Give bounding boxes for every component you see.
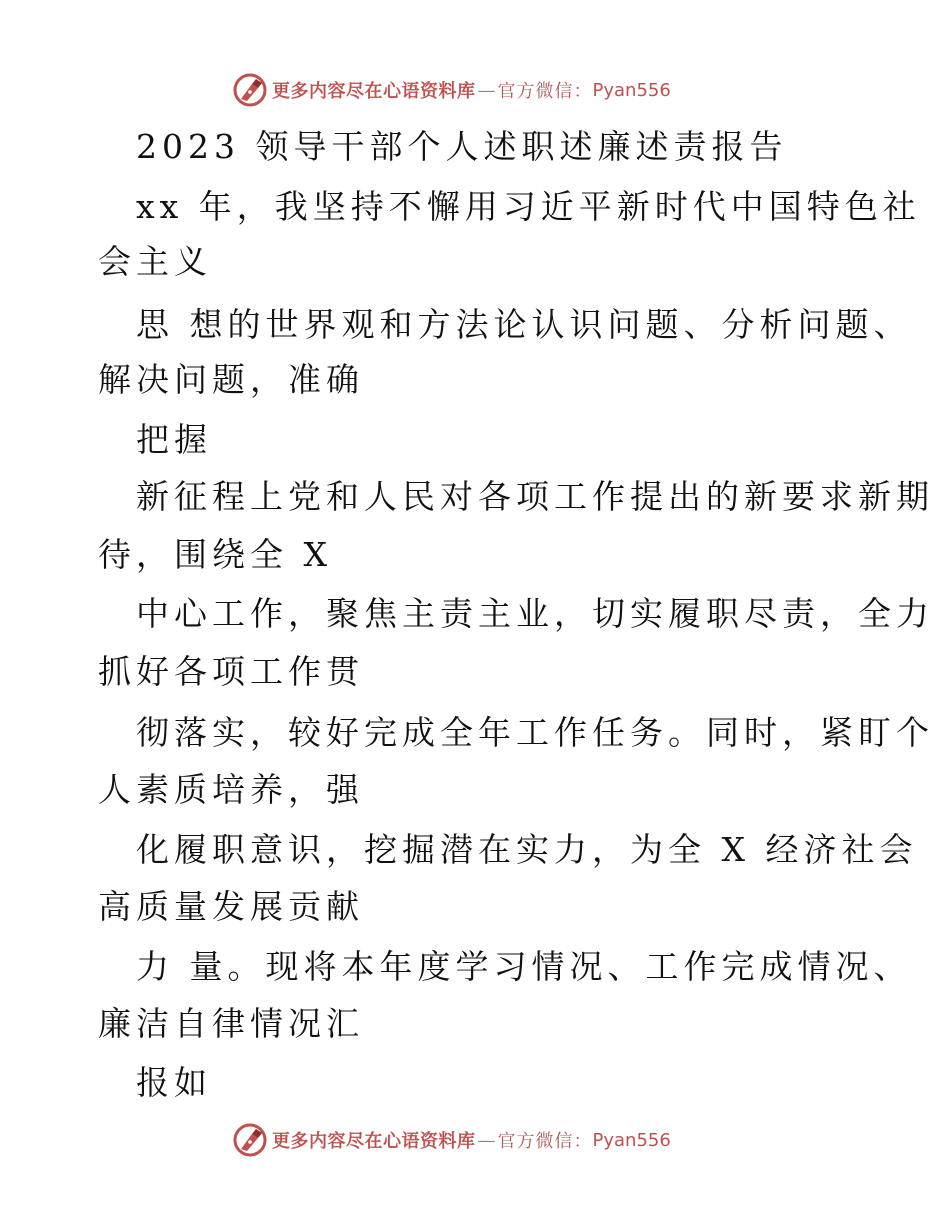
watermark-label: 官方微信： bbox=[497, 81, 593, 102]
paragraph-line: 中心工作，聚焦主责主业，切实履职尽责，全力 bbox=[136, 594, 934, 633]
paragraph-line: 抓好各项工作贯 bbox=[98, 652, 364, 691]
watermark-text: 更多内容尽在心语资料库 bbox=[272, 1131, 476, 1152]
paragraph-line: 会主义 bbox=[98, 242, 212, 281]
paragraph-line: 彻落实，较好完成全年工作任务。同时，紧盯个 bbox=[136, 713, 934, 752]
paragraph-line: 人素质培养，强 bbox=[98, 770, 364, 809]
paragraph-line: 新征程上党和人民对各项工作提出的新要求新期 bbox=[136, 477, 934, 516]
watermark-text: 更多内容尽在心语资料库 bbox=[272, 81, 476, 102]
watermark-wechat-id: Pyan556 bbox=[592, 79, 671, 101]
paragraph-line: 待，围绕全 X bbox=[98, 535, 332, 574]
watermark-separator: — bbox=[477, 1129, 496, 1151]
footer-watermark bbox=[232, 1122, 671, 1158]
paragraph-line: xx 年，我坚持不懈用习近平新时代中国特色社 bbox=[136, 187, 921, 226]
paragraph-line: 高质量发展贡献 bbox=[98, 887, 364, 926]
watermark-label: 官方微信： bbox=[497, 1131, 593, 1152]
watermark-separator: — bbox=[477, 79, 496, 101]
paragraph-line: 化履职意识，挖掘潜在实力，为全 X 经济社会 bbox=[136, 830, 918, 869]
paragraph-line: 力 量。现将本年度学习情况、工作完成情况、 bbox=[136, 947, 912, 986]
paragraph-line: 廉洁自律情况汇 bbox=[98, 1004, 364, 1043]
paragraph-line: 报如 bbox=[136, 1063, 212, 1102]
paragraph-line: 把握 bbox=[136, 420, 212, 459]
pen-nib-icon bbox=[232, 1122, 268, 1158]
document-title: 2023 领导干部个人述职述廉述责报告 bbox=[136, 127, 788, 166]
watermark-wechat-id: Pyan556 bbox=[592, 1129, 671, 1151]
paragraph-line: 解决问题，准确 bbox=[98, 360, 364, 399]
paragraph-line: 思 想的世界观和方法论认识问题、分析问题、 bbox=[136, 305, 912, 344]
